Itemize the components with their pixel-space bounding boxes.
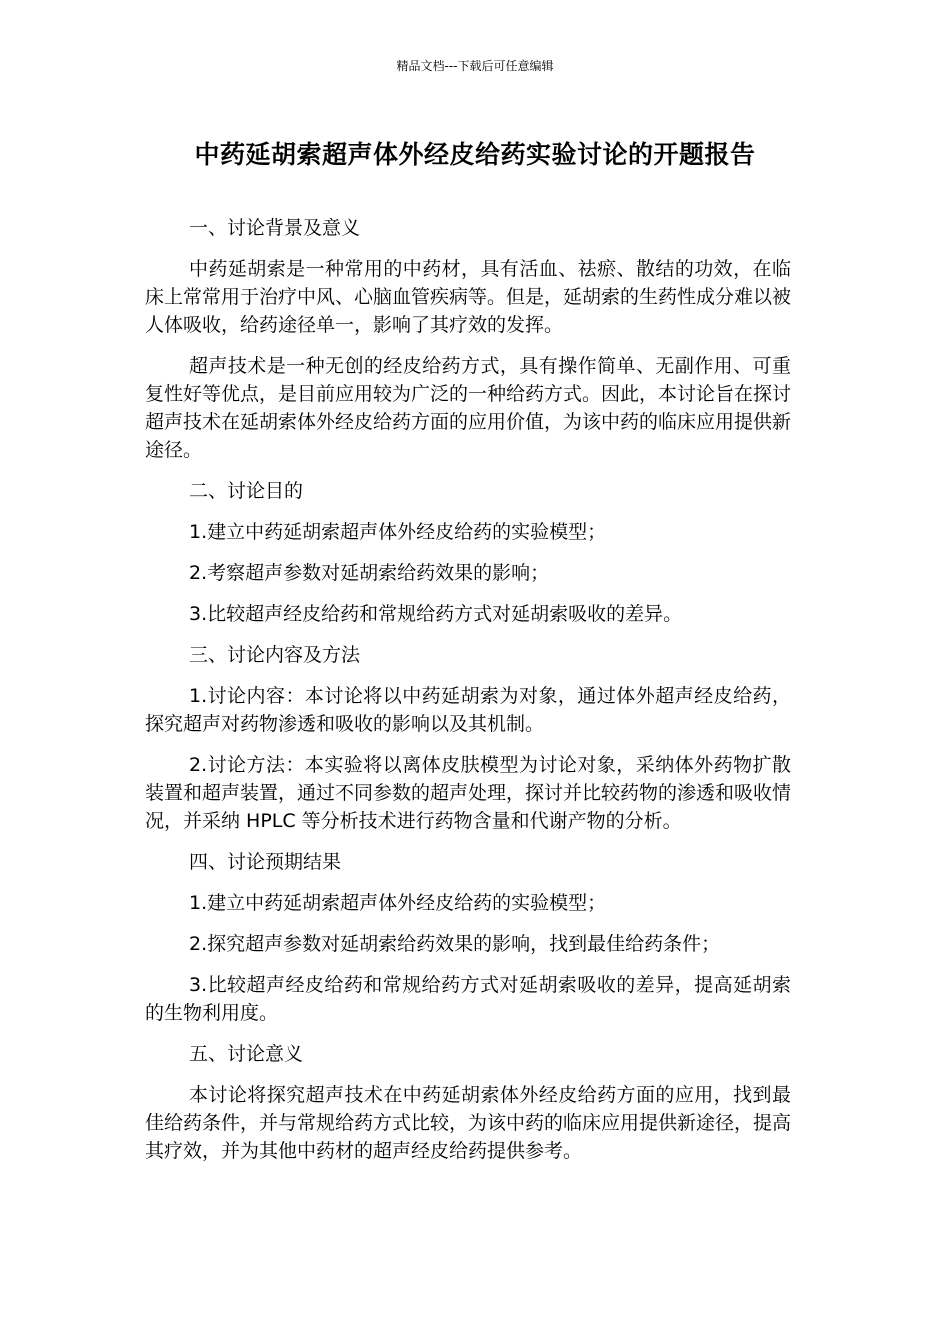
list-item: 2.探究超声参数对延胡索给药效果的影响，找到最佳给药条件； — [189, 933, 721, 955]
section-heading: 五、讨论意义 — [189, 1043, 304, 1065]
list-item: 2.考察超声参数对延胡索给药效果的影响； — [189, 562, 550, 584]
paragraph: 本讨论将探究超声技术在中药延胡索体外经皮给药方面的应用，找到最佳给药条件，并与常规给药方式比较，为该中药的临床应用提供新途径，提高其疗效，并为其他中药材的超声经皮给药提供参考。 — [145, 1084, 792, 1162]
list-item: 2.讨论方法：本实验将以离体皮肤模型为讨论对象，采纳体外药物扩散装置和超声装置，通过不同参数的超声处理，探讨并比较药物的渗透和吸收情况，并采纳 HPLC 等分析技术进行药物含量和代谢产物的分析。 — [145, 754, 792, 832]
document-title: 中药延胡索超声体外经皮给药实验讨论的开题报告 — [194, 140, 756, 169]
section-significance — [145, 1040, 791, 1165]
list-item: 3.比较超声经皮给药和常规给药方式对延胡索吸收的差异。 — [189, 603, 683, 625]
section-objectives — [145, 477, 791, 628]
header-note: 精品文档---下载后可任意编辑 — [396, 59, 554, 73]
section-heading: 二、讨论目的 — [189, 480, 304, 502]
section-expected-results — [145, 848, 791, 1027]
list-item: 1.讨论内容：本讨论将以中药延胡索为对象，通过体外超声经皮给药，探究超声对药物渗透和吸收的影响以及其机制。 — [145, 685, 791, 735]
paragraph: 中药延胡索是一种常用的中药材，具有活血、祛瘀、散结的功效，在临床上常常用于治疗中风、心脑血管疾病等。但是，延胡索的生药性成分难以被人体吸收，给药途径单一，影响了其疗效的发挥。 — [145, 258, 792, 336]
section-methods — [145, 641, 791, 835]
list-item: 3.比较超声经皮给药和常规给药方式对延胡索吸收的差异，提高延胡索的生物利用度。 — [145, 974, 791, 1024]
section-heading: 四、讨论预期结果 — [189, 851, 342, 873]
section-background — [145, 214, 791, 464]
list-item: 1.建立中药延胡索超声体外经皮给药的实验模型； — [189, 521, 607, 543]
section-heading: 一、讨论背景及意义 — [189, 217, 361, 239]
section-heading: 三、讨论内容及方法 — [189, 644, 361, 666]
list-item: 1.建立中药延胡索超声体外经皮给药的实验模型； — [189, 892, 607, 914]
paragraph: 超声技术是一种无创的经皮给药方式，具有操作简单、无副作用、可重复性好等优点，是目前应用较为广泛的一种给药方式。因此，本讨论旨在探讨超声技术在延胡索体外经皮给药方面的应用价值，为该中药的临床应用提供新途径。 — [145, 355, 792, 461]
document-body — [145, 214, 791, 1178]
